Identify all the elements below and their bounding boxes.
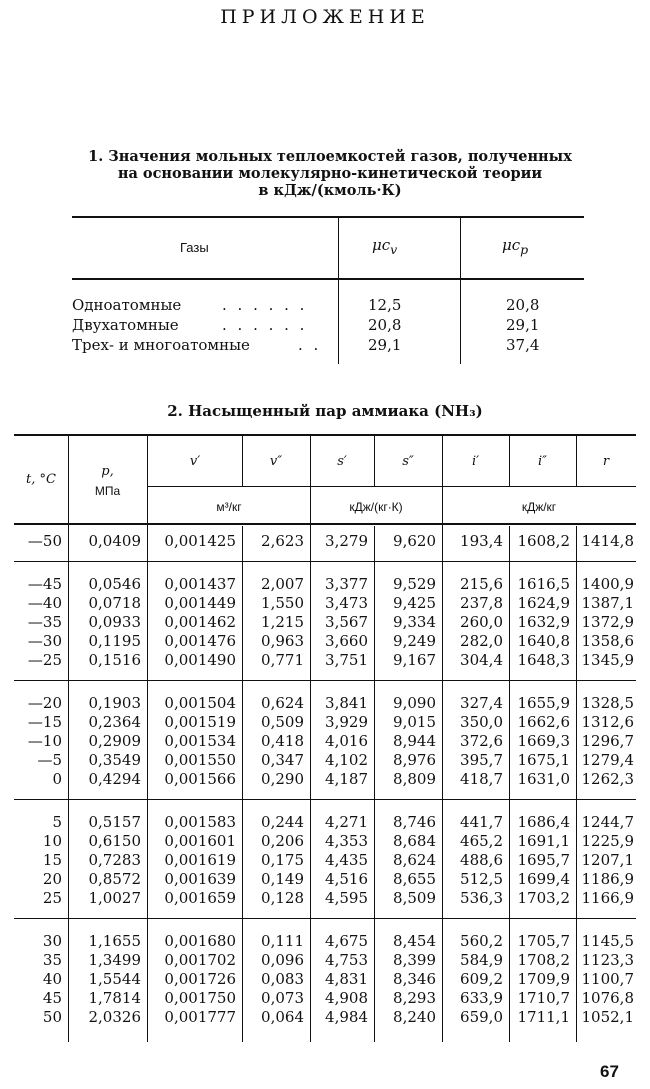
temp-cell: 35 [42,951,62,969]
s-liquid-cell: 3,929 [325,713,368,731]
cp-value: 37,4 [506,336,540,354]
v-liquid-cell: 0,001449 [164,594,236,612]
r-heat-cell: 1076,8 [581,989,634,1007]
v-liquid-cell: 0,001550 [164,751,236,769]
s-liquid-cell: 3,660 [325,632,368,650]
table-row [14,651,636,670]
table1-header-cv: $\mu c_v$ [372,236,398,257]
pressure-cell: 1,5544 [88,970,141,988]
i-vapor-cell: 1662,6 [517,713,570,731]
s-vapor-cell: 9,015 [393,713,436,731]
i-liquid-cell: 260,0 [460,613,503,631]
cv-value: 12,5 [368,296,402,314]
v-liquid-cell: 0,001519 [164,713,236,731]
v-vapor-cell: 0,418 [261,732,304,750]
i-liquid-cell: 488,6 [460,851,503,869]
table1-divider [338,216,339,364]
table2-unit-s: кДж/(кг·К) [349,500,403,514]
group-rule [14,561,636,562]
s-vapor-cell: 9,425 [393,594,436,612]
cv-value: 29,1 [368,336,402,354]
v-vapor-cell: 0,083 [261,970,304,988]
table2-unit-i: кДж/кг [521,500,557,514]
v-vapor-cell: 0,963 [261,632,304,650]
s-vapor-cell: 9,090 [393,694,436,712]
r-heat-cell: 1262,3 [581,770,634,788]
v-liquid-cell: 0,001490 [164,651,236,669]
temp-cell: 10 [42,832,62,850]
table2-top-rule [14,434,636,436]
i-liquid-cell: 441,7 [460,813,503,831]
s-vapor-cell: 8,655 [393,870,436,888]
i-liquid-cell: 215,6 [460,575,503,593]
temp-cell: —35 [27,613,62,631]
v-liquid-cell: 0,001504 [164,694,236,712]
i-liquid-cell: 372,6 [460,732,503,750]
group-rule [14,680,636,681]
group-rule [14,799,636,800]
i-liquid-cell: 584,9 [460,951,503,969]
table-row [14,1008,636,1027]
leader-dots: . . [298,336,322,354]
temp-cell: —25 [27,651,62,669]
pressure-cell: 1,0027 [88,889,141,907]
i-liquid-cell: 609,2 [460,970,503,988]
i-liquid-cell: 465,2 [460,832,503,850]
leader-dots: . . . . . . [222,296,308,314]
pressure-cell: 0,0546 [88,575,141,593]
pressure-cell: 0,0718 [88,594,141,612]
r-heat-cell: 1052,1 [581,1008,634,1026]
table1-caption-line1: 1. Значения мольных теплоемкостей газов, полученных [88,148,572,165]
s-vapor-cell: 8,399 [393,951,436,969]
table2-subheader-rule [148,486,636,487]
i-vapor-cell: 1686,4 [517,813,570,831]
r-heat-cell: 1328,5 [581,694,634,712]
i-vapor-cell: 1640,8 [517,632,570,650]
v-vapor-cell: 2,007 [261,575,304,593]
s-liquid-cell: 3,279 [325,532,368,550]
i-liquid-cell: 395,7 [460,751,503,769]
pressure-cell: 0,1516 [88,651,141,669]
table1-header-rule [72,278,584,280]
s-vapor-cell: 8,624 [393,851,436,869]
s-vapor-cell: 8,809 [393,770,436,788]
v-liquid-cell: 0,001659 [164,889,236,907]
i-liquid-cell: 659,0 [460,1008,503,1026]
gas-name: Трех- и многоатомные [72,336,250,354]
s-liquid-cell: 4,908 [325,989,368,1007]
s-liquid-cell: 3,473 [325,594,368,612]
s-vapor-cell: 9,249 [393,632,436,650]
table-row [14,770,636,789]
s-liquid-cell: 4,353 [325,832,368,850]
v-liquid-cell: 0,001639 [164,870,236,888]
v-liquid-cell: 0,001583 [164,813,236,831]
i-vapor-cell: 1711,1 [517,1008,570,1026]
table-row [14,932,636,951]
pressure-cell: 2,0326 [88,1008,141,1026]
i-vapor-cell: 1631,0 [517,770,570,788]
v-vapor-cell: 0,624 [261,694,304,712]
table2-header-i1: i′ [471,454,480,469]
i-vapor-cell: 1616,5 [517,575,570,593]
i-liquid-cell: 560,2 [460,932,503,950]
pressure-cell: 0,2909 [88,732,141,750]
table-row [14,970,636,989]
v-vapor-cell: 0,771 [261,651,304,669]
table-row [14,613,636,632]
i-vapor-cell: 1695,7 [517,851,570,869]
i-liquid-cell: 327,4 [460,694,503,712]
temp-cell: —30 [27,632,62,650]
s-liquid-cell: 4,595 [325,889,368,907]
table2-header-s1: s′ [337,454,347,469]
pressure-cell: 0,8572 [88,870,141,888]
pressure-cell: 0,6150 [88,832,141,850]
temp-cell: 0 [52,770,62,788]
r-heat-cell: 1244,7 [581,813,634,831]
r-heat-cell: 1345,9 [581,651,634,669]
pressure-cell: 1,7814 [88,989,141,1007]
temp-cell: 25 [42,889,62,907]
cp-value: 20,8 [506,296,540,314]
table1-header-gases: Газы [180,240,209,255]
v-vapor-cell: 0,206 [261,832,304,850]
i-liquid-cell: 350,0 [460,713,503,731]
temp-cell: 45 [42,989,62,1007]
page-number: 67 [600,1062,619,1081]
s-liquid-cell: 4,831 [325,970,368,988]
s-liquid-cell: 3,841 [325,694,368,712]
temp-cell: —50 [27,532,62,550]
s-liquid-cell: 4,271 [325,813,368,831]
table-row [14,889,636,908]
v-vapor-cell: 0,111 [261,932,304,950]
table-row [14,813,636,832]
r-heat-cell: 1186,9 [581,870,634,888]
r-heat-cell: 1400,9 [581,575,634,593]
s-liquid-cell: 3,567 [325,613,368,631]
table-row [14,632,636,651]
s-vapor-cell: 9,529 [393,575,436,593]
s-vapor-cell: 8,346 [393,970,436,988]
table-row [14,694,636,713]
temp-cell: 5 [52,813,62,831]
v-vapor-cell: 0,128 [261,889,304,907]
pressure-cell: 0,3549 [88,751,141,769]
temp-cell: —15 [27,713,62,731]
s-liquid-cell: 3,377 [325,575,368,593]
temp-cell: 50 [42,1008,62,1026]
table2-unit-v: м³/кг [216,500,242,514]
table2-header-p: p, [101,464,114,479]
gas-name: Двухатомные [72,316,179,334]
page-heading: ПРИЛОЖЕНИЕ [220,6,430,28]
v-liquid-cell: 0,001726 [164,970,236,988]
table2-header-r: r [602,454,610,469]
cv-value: 20,8 [368,316,402,334]
i-liquid-cell: 304,4 [460,651,503,669]
table1-caption-line3: в кДж/(кмоль·К) [258,182,402,199]
table2-caption: 2. Насыщенный пар аммиака (NH₃) [167,402,483,420]
gas-name: Одноатомные [72,296,182,314]
s-liquid-cell: 3,751 [325,651,368,669]
pressure-cell: 0,1195 [88,632,141,650]
pressure-cell: 0,5157 [88,813,141,831]
v-liquid-cell: 0,001702 [164,951,236,969]
s-vapor-cell: 9,167 [393,651,436,669]
temp-cell: —5 [37,751,62,769]
i-vapor-cell: 1655,9 [517,694,570,712]
table1-caption [70,148,590,199]
v-liquid-cell: 0,001601 [164,832,236,850]
v-vapor-cell: 0,347 [261,751,304,769]
i-vapor-cell: 1648,3 [517,651,570,669]
table2-header-rule [14,523,636,525]
cp-value: 29,1 [506,316,540,334]
temp-cell: 40 [42,970,62,988]
r-heat-cell: 1296,7 [581,732,634,750]
v-liquid-cell: 0,001462 [164,613,236,631]
v-vapor-cell: 0,244 [261,813,304,831]
table-row [14,832,636,851]
s-vapor-cell: 9,620 [393,532,436,550]
table-row [14,532,636,551]
i-liquid-cell: 418,7 [460,770,503,788]
temp-cell: —40 [27,594,62,612]
temp-cell: 15 [42,851,62,869]
i-vapor-cell: 1632,9 [517,613,570,631]
v-vapor-cell: 0,096 [261,951,304,969]
i-liquid-cell: 282,0 [460,632,503,650]
v-vapor-cell: 0,509 [261,713,304,731]
v-liquid-cell: 0,001777 [164,1008,236,1026]
i-liquid-cell: 237,8 [460,594,503,612]
temp-cell: 30 [42,932,62,950]
s-liquid-cell: 4,753 [325,951,368,969]
r-heat-cell: 1225,9 [581,832,634,850]
v-liquid-cell: 0,001437 [164,575,236,593]
v-vapor-cell: 1,550 [261,594,304,612]
table2-header-i2: i″ [537,454,547,469]
v-liquid-cell: 0,001750 [164,989,236,1007]
table-row [14,951,636,970]
s-vapor-cell: 8,293 [393,989,436,1007]
s-vapor-cell: 9,334 [393,613,436,631]
table-row [14,851,636,870]
r-heat-cell: 1387,1 [581,594,634,612]
i-vapor-cell: 1624,9 [517,594,570,612]
temp-cell: —20 [27,694,62,712]
v-liquid-cell: 0,001425 [164,532,236,550]
table1-header-cp: $\mu c_p$ [502,236,529,257]
r-heat-cell: 1166,9 [581,889,634,907]
temp-cell: 20 [42,870,62,888]
v-vapor-cell: 0,073 [261,989,304,1007]
i-liquid-cell: 536,3 [460,889,503,907]
table2-header-s2: s″ [402,454,414,469]
table2-header-v1: v′ [189,454,201,469]
s-liquid-cell: 4,516 [325,870,368,888]
i-vapor-cell: 1699,4 [517,870,570,888]
i-liquid-cell: 193,4 [460,532,503,550]
v-liquid-cell: 0,001534 [164,732,236,750]
s-vapor-cell: 8,684 [393,832,436,850]
leader-dots: . . . . . . [222,316,308,334]
s-vapor-cell: 8,976 [393,751,436,769]
v-liquid-cell: 0,001619 [164,851,236,869]
s-vapor-cell: 8,944 [393,732,436,750]
s-vapor-cell: 8,240 [393,1008,436,1026]
i-vapor-cell: 1691,1 [517,832,570,850]
table-row [14,732,636,751]
r-heat-cell: 1279,4 [581,751,634,769]
i-vapor-cell: 1709,9 [517,970,570,988]
pressure-cell: 0,0933 [88,613,141,631]
r-heat-cell: 1414,8 [581,532,634,550]
s-liquid-cell: 4,016 [325,732,368,750]
table-row [14,751,636,770]
pressure-cell: 0,4294 [88,770,141,788]
v-liquid-cell: 0,001680 [164,932,236,950]
pressure-cell: 0,1903 [88,694,141,712]
r-heat-cell: 1358,6 [581,632,634,650]
r-heat-cell: 1207,1 [581,851,634,869]
r-heat-cell: 1123,3 [581,951,634,969]
table2-header-v2: v″ [269,454,283,469]
v-vapor-cell: 2,623 [261,532,304,550]
temp-cell: —10 [27,732,62,750]
v-liquid-cell: 0,001566 [164,770,236,788]
v-vapor-cell: 0,175 [261,851,304,869]
i-vapor-cell: 1703,2 [517,889,570,907]
s-vapor-cell: 8,454 [393,932,436,950]
r-heat-cell: 1145,5 [581,932,634,950]
pressure-cell: 0,2364 [88,713,141,731]
v-liquid-cell: 0,001476 [164,632,236,650]
table-row [14,989,636,1008]
i-vapor-cell: 1608,2 [517,532,570,550]
s-liquid-cell: 4,984 [325,1008,368,1026]
r-heat-cell: 1372,9 [581,613,634,631]
table2-header-p-unit: МПа [94,484,121,498]
i-liquid-cell: 512,5 [460,870,503,888]
r-heat-cell: 1100,7 [581,970,634,988]
s-liquid-cell: 4,675 [325,932,368,950]
table-row [14,575,636,594]
table-row [14,594,636,613]
temp-cell: —45 [27,575,62,593]
v-vapor-cell: 0,064 [261,1008,304,1026]
group-rule [14,918,636,919]
s-liquid-cell: 4,102 [325,751,368,769]
pressure-cell: 1,1655 [88,932,141,950]
v-vapor-cell: 0,149 [261,870,304,888]
i-liquid-cell: 633,9 [460,989,503,1007]
pressure-cell: 0,0409 [88,532,141,550]
s-vapor-cell: 8,509 [393,889,436,907]
table1-caption-line2: на основании молекулярно-кинетической теории [117,165,543,182]
i-vapor-cell: 1675,1 [517,751,570,769]
v-vapor-cell: 0,290 [261,770,304,788]
i-vapor-cell: 1705,7 [517,932,570,950]
table-row [14,870,636,889]
s-vapor-cell: 8,746 [393,813,436,831]
pressure-cell: 0,7283 [88,851,141,869]
s-liquid-cell: 4,187 [325,770,368,788]
table1-top-rule [72,216,584,218]
table2-header-t: t, °С [26,472,56,487]
pressure-cell: 1,3499 [88,951,141,969]
i-vapor-cell: 1669,3 [517,732,570,750]
s-liquid-cell: 4,435 [325,851,368,869]
v-vapor-cell: 1,215 [261,613,304,631]
table-row [14,713,636,732]
table1-divider [460,216,461,364]
i-vapor-cell: 1708,2 [517,951,570,969]
i-vapor-cell: 1710,7 [517,989,570,1007]
r-heat-cell: 1312,6 [581,713,634,731]
